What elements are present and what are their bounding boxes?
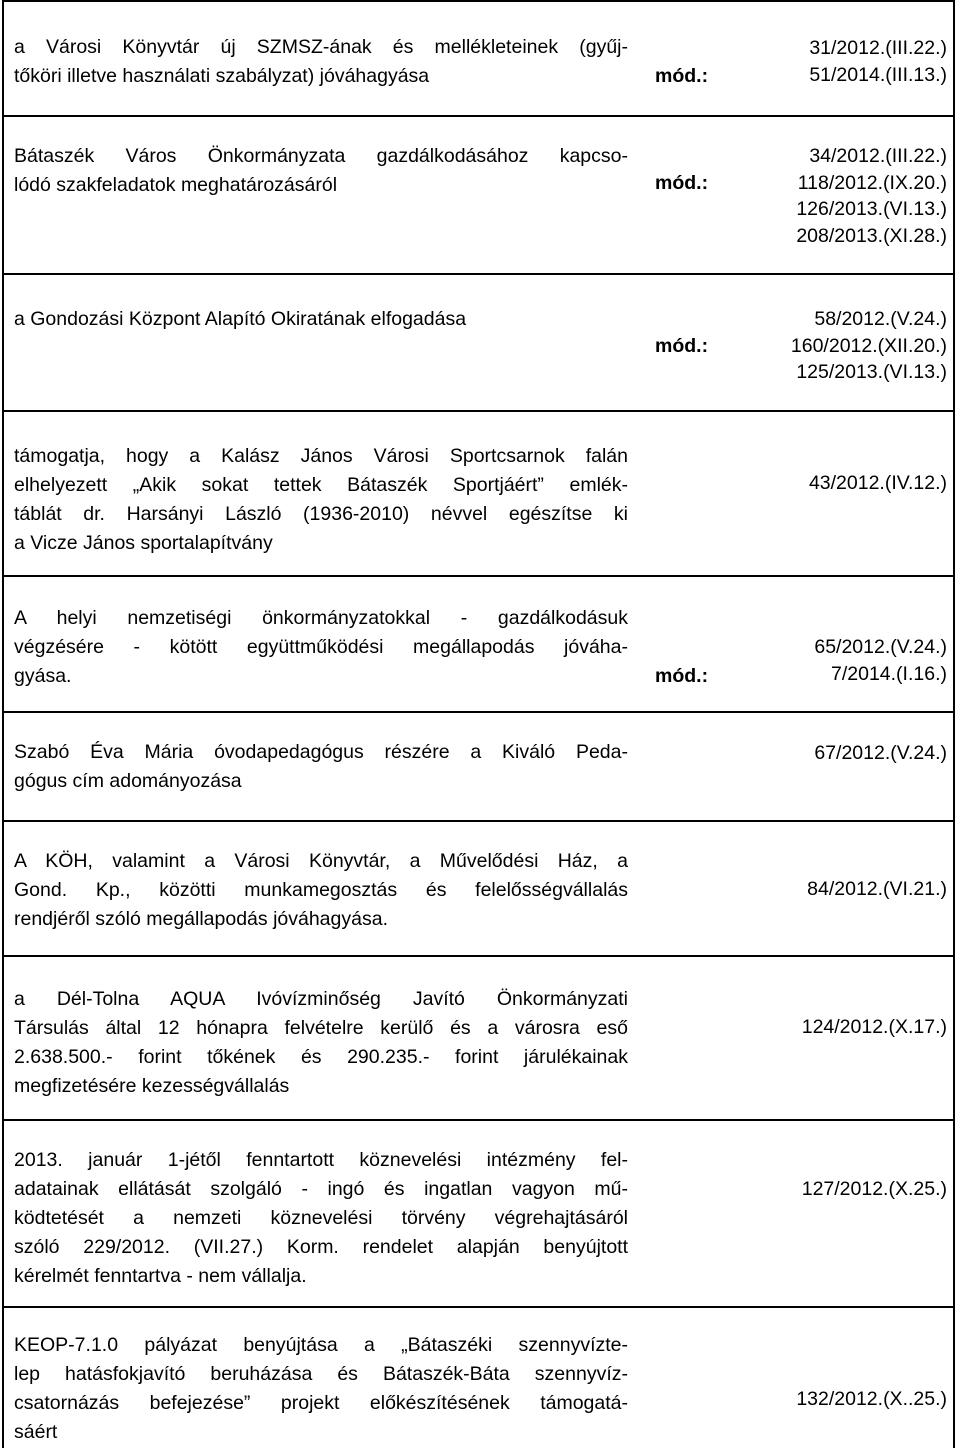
description-line: csatornázás befejezése” projekt előkészítésének támogatá- — [14, 1392, 628, 1414]
description-line: adatainak ellátását szolgáló - ingó és ingatlan vagyon mű- — [14, 1178, 628, 1200]
resolution-number: 125/2013.(VI.13.) — [796, 361, 947, 383]
resolution-numbers — [809, 35, 947, 88]
modification-label: mód.: — [655, 172, 709, 194]
row-description — [14, 985, 628, 1101]
resolution-numbers — [814, 740, 947, 767]
description-line: támogatja, hogy a Kalász János Városi Sportcsarnok falán — [14, 445, 628, 467]
row-description — [14, 738, 628, 796]
description-line: ködtetését a nemzeti köznevelési törvény végrehajtásáról — [14, 1207, 628, 1229]
resolution-numbers — [809, 470, 947, 497]
description-line: lódó szakfeladatok meghatározásáról — [14, 174, 338, 196]
table-row — [2, 0, 955, 117]
resolution-number: 65/2012.(V.24.) — [814, 636, 947, 658]
description-line: sáért — [14, 1421, 58, 1443]
row-description — [14, 442, 628, 558]
resolution-number: 43/2012.(IV.12.) — [808, 472, 947, 494]
description-line: A KÖH, valamint a Városi Könyvtár, a Művelődési Ház, a — [14, 850, 628, 872]
description-line: gógus cím adományozása — [14, 770, 242, 792]
resolution-number: 118/2012.(IX.20.) — [797, 171, 947, 194]
description-line: a Városi Könyvtár új SZMSZ-ának és mellékleteinek (gyűj- — [14, 36, 628, 58]
resolution-number: 127/2012.(X.25.) — [801, 1178, 947, 1200]
description-line: 2.638.500.- forint tőkének és 290.235.- forint járulékainak — [14, 1046, 628, 1068]
resolution-numbers — [802, 1176, 947, 1203]
resolution-numbers — [791, 306, 947, 386]
resolution-number: 126/2013.(VI.13.) — [796, 198, 947, 220]
description-line: szóló 229/2012. (VII.27.) Korm. rendelet alapján benyújtott — [14, 1236, 628, 1258]
row-description — [14, 142, 628, 200]
table-row — [2, 273, 955, 412]
description-line: a Gondozási Központ Alapító Okiratának elfogadása — [14, 308, 467, 330]
modification-label: mód.: — [655, 665, 709, 687]
description-line: rendjéről szóló megállapodás jóváhagyása. — [14, 908, 388, 930]
description-line: végzésére - kötött együttműködési megállapodás jóváha- — [14, 636, 628, 658]
table-row — [2, 410, 955, 577]
resolution-number: 124/2012.(X.17.) — [801, 1016, 947, 1038]
description-line: kérelmét fenntartva - nem vállalja. — [14, 1265, 307, 1287]
description-line: gyása. — [14, 665, 72, 687]
description-line: elhelyezett „Akik sokat tettek Bátaszék Sportjáért” emlék- — [14, 474, 628, 496]
resolution-number: 160/2012.(XII.20.) — [790, 334, 947, 357]
description-line: A helyi nemzetiségi önkormányzatokkal - gazdálkodásuk — [14, 607, 628, 629]
description-line: táblát dr. Harsányi László (1936-2010) névvel egészítse ki — [14, 503, 628, 525]
row-description — [14, 305, 628, 334]
description-line: Bátaszék Város Önkormányzata gazdálkodásához kapcso- — [14, 145, 628, 167]
modification-label: mód.: — [655, 335, 709, 357]
resolution-number: 51/2014.(III.13.) — [809, 63, 947, 86]
description-line: megfizetésére kezességvállalás — [14, 1075, 290, 1097]
resolution-numbers — [807, 876, 947, 903]
table-row — [2, 955, 955, 1121]
table-row — [2, 1306, 955, 1448]
description-line: a Vicze János sportalapítvány — [14, 532, 273, 554]
description-line: Társulás által 12 hónapra felvételre kerülő és a városra eső — [14, 1017, 628, 1039]
description-line: 2013. január 1-jétől fenntartott köznevelési intézmény fel- — [14, 1149, 628, 1171]
resolution-number: 208/2013.(XI.28.) — [796, 224, 947, 247]
table-row — [2, 820, 955, 957]
description-line: Gond. Kp., közötti munkamegosztás és felelősségvállalás — [14, 879, 628, 901]
resolution-number: 84/2012.(VI.21.) — [807, 878, 947, 900]
resolution-number: 132/2012.(X..25.) — [796, 1388, 947, 1410]
description-line: Szabó Éva Mária óvodapedagógus részére a Kiváló Peda- — [14, 741, 628, 763]
table-row — [2, 1119, 955, 1308]
resolution-numbers — [814, 634, 947, 687]
resolution-number: 67/2012.(V.24.) — [814, 742, 947, 764]
modification-label: mód.: — [655, 65, 709, 87]
table-row — [2, 115, 955, 275]
resolution-number: 58/2012.(V.24.) — [814, 308, 947, 330]
resolution-numbers — [802, 1014, 947, 1041]
resolution-numbers — [796, 1386, 947, 1413]
row-description — [14, 847, 628, 934]
row-description — [14, 33, 628, 91]
resolution-number: 34/2012.(III.22.) — [809, 145, 947, 167]
table-row — [2, 711, 955, 822]
resolution-numbers — [796, 143, 947, 249]
table-row — [2, 575, 955, 713]
description-line: tőköri illetve használati szabályzat) jóváhagyása — [14, 65, 430, 87]
row-description — [14, 604, 628, 691]
row-description — [14, 1146, 628, 1291]
description-line: lep hatásfokjavító beruházása és Bátaszék-Báta szennyvíz- — [14, 1363, 628, 1385]
description-line: KEOP-7.1.0 pályázat benyújtása a „Bátaszéki szennyvízte- — [14, 1334, 628, 1356]
resolution-number: 7/2014.(I.16.) — [831, 662, 947, 685]
description-line: a Dél-Tolna AQUA Ivóvízminőség Javító Önkormányzati — [14, 988, 628, 1010]
resolution-number: 31/2012.(III.22.) — [809, 37, 947, 59]
row-description — [14, 1331, 628, 1447]
